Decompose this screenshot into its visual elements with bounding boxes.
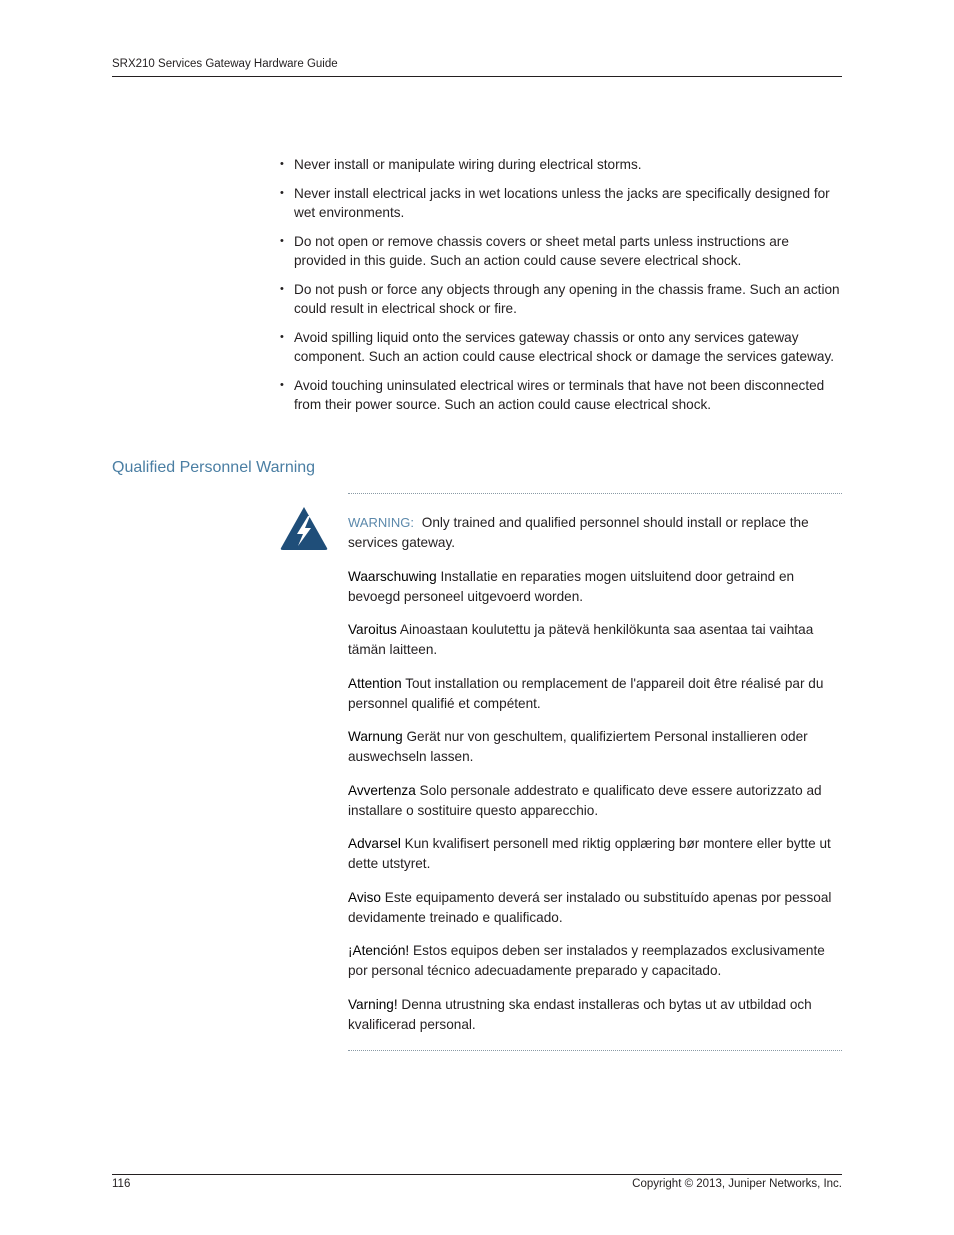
warning-main — [348, 513, 842, 553]
translation-label: Aviso — [348, 889, 381, 905]
translation-label: Warnung — [348, 729, 403, 744]
translation-norwegian — [348, 834, 842, 874]
translation-swedish — [348, 995, 842, 1035]
bullet-item — [280, 184, 842, 223]
bullet-dot: • — [280, 234, 284, 247]
copyright-notice: Copyright © 2013, Juniper Networks, Inc. — [632, 1178, 842, 1190]
translation-text: Gerät nur von geschultem, qualifiziertem Personal installieren oder auswechseln lassen. — [348, 729, 808, 764]
translation-text: Installatie en reparaties mogen uitsluitend door getraind en bevoegd personeel uitgevoerd worden. — [348, 568, 795, 604]
safety-bullet-list — [280, 155, 842, 424]
bullet-dot: • — [280, 378, 284, 391]
bullet-dot: • — [280, 158, 284, 170]
section-heading: Qualified Personnel Warning — [112, 459, 316, 476]
bullet-text: Do not push or force any objects through any opening in the chassis frame. Such an action could result in electrical shock or fire. — [294, 281, 840, 316]
translation-label: Varoitus — [348, 622, 397, 637]
warning-label: WARNING: — [348, 515, 414, 530]
translation-label: Advarsel — [348, 836, 401, 851]
translation-italian — [348, 781, 842, 821]
bullet-item — [280, 232, 842, 271]
bullet-text: Never install or manipulate wiring during electrical storms. — [294, 157, 642, 172]
warning-block — [348, 513, 842, 1048]
bullet-dot: • — [280, 330, 284, 343]
bullet-dot: • — [280, 282, 284, 295]
translation-text: Kun kvalifisert personell med riktig opplæring bør montere eller bytte ut dette utstyret. — [348, 836, 831, 871]
translation-label: ¡Atención! — [348, 943, 410, 958]
translation-text: Este equipamento deverá ser instalado ou substituído apenas por pessoal devidamente treinado e qualificado. — [348, 889, 832, 925]
bullet-text: Do not open or remove chassis covers or sheet metal parts unless instructions are provided in this guide. Such an action could cause severe electrical shock. — [294, 233, 789, 268]
page-number: 116 — [112, 1178, 131, 1190]
bullet-item — [280, 328, 842, 367]
warning-text: Only trained and qualified personnel should install or replace the services gateway. — [348, 515, 809, 550]
translation-french — [348, 674, 842, 714]
translation-spanish — [348, 941, 842, 981]
translation-text: Tout installation ou remplacement de l'appareil doit être réalisé par du personnel qualifié et compétent. — [348, 675, 824, 711]
translation-text: Estos equipos deben ser instalados y reemplazados exclusivamente por personal técnico adecuadamente preparado y capacitado. — [348, 943, 825, 978]
footer-divider — [112, 1174, 842, 1175]
bullet-item — [280, 376, 842, 415]
bullet-item — [280, 155, 842, 175]
translation-text: Ainoastaan koulutettu ja pätevä henkilökunta saa asentaa tai vaihtaa tämän laitteen. — [348, 622, 814, 657]
translation-label: Attention — [348, 675, 402, 691]
bullet-text: Never install electrical jacks in wet locations unless the jacks are specifically designed for wet environments. — [294, 185, 830, 220]
translation-text: Denna utrustning ska endast installeras och bytas ut av utbildad och kvalificerad personal. — [348, 996, 812, 1032]
translation-label: Varning! — [348, 996, 398, 1012]
bullet-text: Avoid spilling liquid onto the services gateway chassis or onto any services gateway component. Such an action could cause electrical shock or damage the services gateway. — [294, 329, 835, 364]
warning-bottom-divider — [348, 1050, 842, 1051]
bullet-item — [280, 280, 842, 319]
translation-german — [348, 727, 842, 767]
translation-text: Solo personale addestrato e qualificato deve essere autorizzato ad installare o sostituire questo apparecchio. — [348, 782, 822, 818]
bullet-dot: • — [280, 186, 284, 199]
translation-portuguese — [348, 888, 842, 928]
running-header-title: SRX210 Services Gateway Hardware Guide — [112, 58, 338, 70]
bullet-text: Avoid touching uninsulated electrical wires or terminals that have not been disconnected from their power source. Such an action could cause electrical shock. — [294, 377, 825, 412]
lightning-warning-icon — [279, 505, 329, 551]
translation-finnish — [348, 620, 842, 660]
translation-dutch — [348, 567, 842, 607]
warning-top-divider — [348, 493, 842, 494]
header-divider — [112, 76, 842, 77]
translation-label: Avvertenza — [348, 782, 416, 798]
translation-label: Waarschuwing — [348, 568, 437, 584]
